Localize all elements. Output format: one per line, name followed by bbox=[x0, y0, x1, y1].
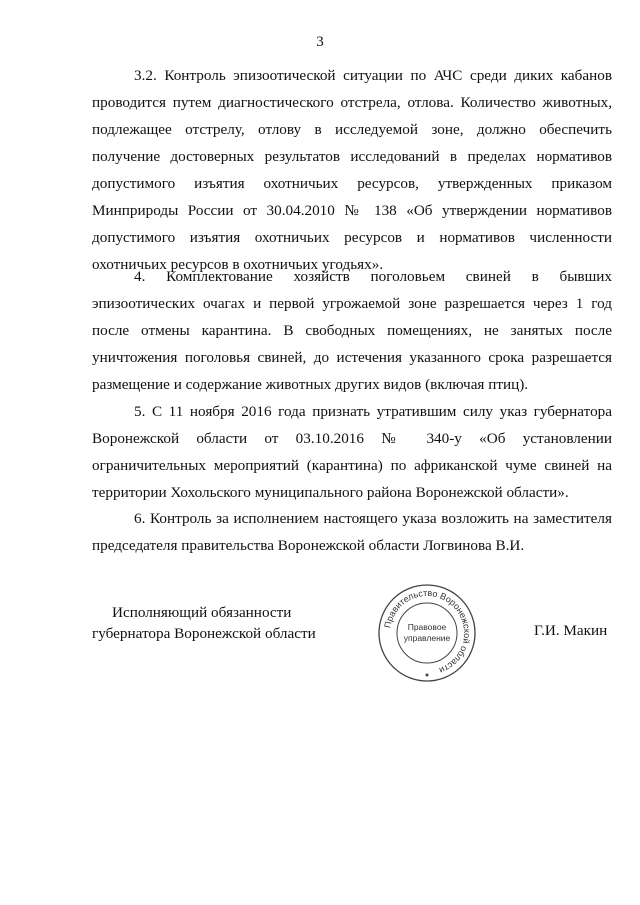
paragraph-text: 6. Контроль за исполнением настоящего указа возложить на заместителя председателя правительства Воронежской области Логвинова В.И. bbox=[92, 510, 612, 554]
page-number: 3 bbox=[316, 34, 324, 50]
paragraph-6 bbox=[92, 505, 612, 559]
svg-text:Правительство Воронежской обла: Правительство Воронежской области bbox=[382, 587, 473, 676]
paragraph-5 bbox=[92, 398, 612, 506]
svg-text:Правовое: Правовое bbox=[407, 622, 447, 632]
stamp-seal-graphic bbox=[377, 583, 477, 683]
paragraph-text: 3.2. Контроль эпизоотической ситуации по АЧС среди диких кабанов проводится путем диагностического отстрела, отлова. Количество животных, подлежащее отстрелу, отлову в исследуемой зоне, должно обеспечить получение достоверных результатов исследований в пределах нормативов допустимого изъятия охотничьих ресурсов, утвержденных приказом Минприроды России от 30.04.2010 № 138 «Об утверждении нормативов допустимого изъятия охотничьих ресурсов и нормативов численности охотничьих ресурсов в охотничьих угодьях». bbox=[92, 67, 612, 273]
paragraph-4 bbox=[92, 263, 612, 398]
signature-name: Г.И. Макин bbox=[534, 622, 608, 639]
signature-title bbox=[92, 602, 316, 644]
paragraph-text: 4. Комплектование хозяйств поголовьем свиней в бывших эпизоотических очагах и первой угрожаемой зоне разрешается через 1 год после отмены карантина. В свободных помещениях, не занятых после уничтожения поголовья свиней, до истечения указанного срока разрешается размещение и содержание животных других видов (включая птиц). bbox=[92, 268, 612, 393]
signature-title-line2: губернатора Воронежской области bbox=[92, 625, 316, 642]
paragraph-3-2 bbox=[92, 62, 612, 278]
stamp-seal bbox=[377, 583, 477, 683]
signature-title-line1: Исполняющий обязанности bbox=[112, 604, 292, 621]
paragraph-text: 5. С 11 ноября 2016 года признать утратившим силу указ губернатора Воронежской области от 03.10.2016 № 340-у «Об установлении ограничительных мероприятий (карантина) по африканской чуме свиней на территории Хохольского муниципального района Воронежской области». bbox=[92, 403, 612, 501]
svg-text:управление: управление bbox=[403, 633, 451, 643]
